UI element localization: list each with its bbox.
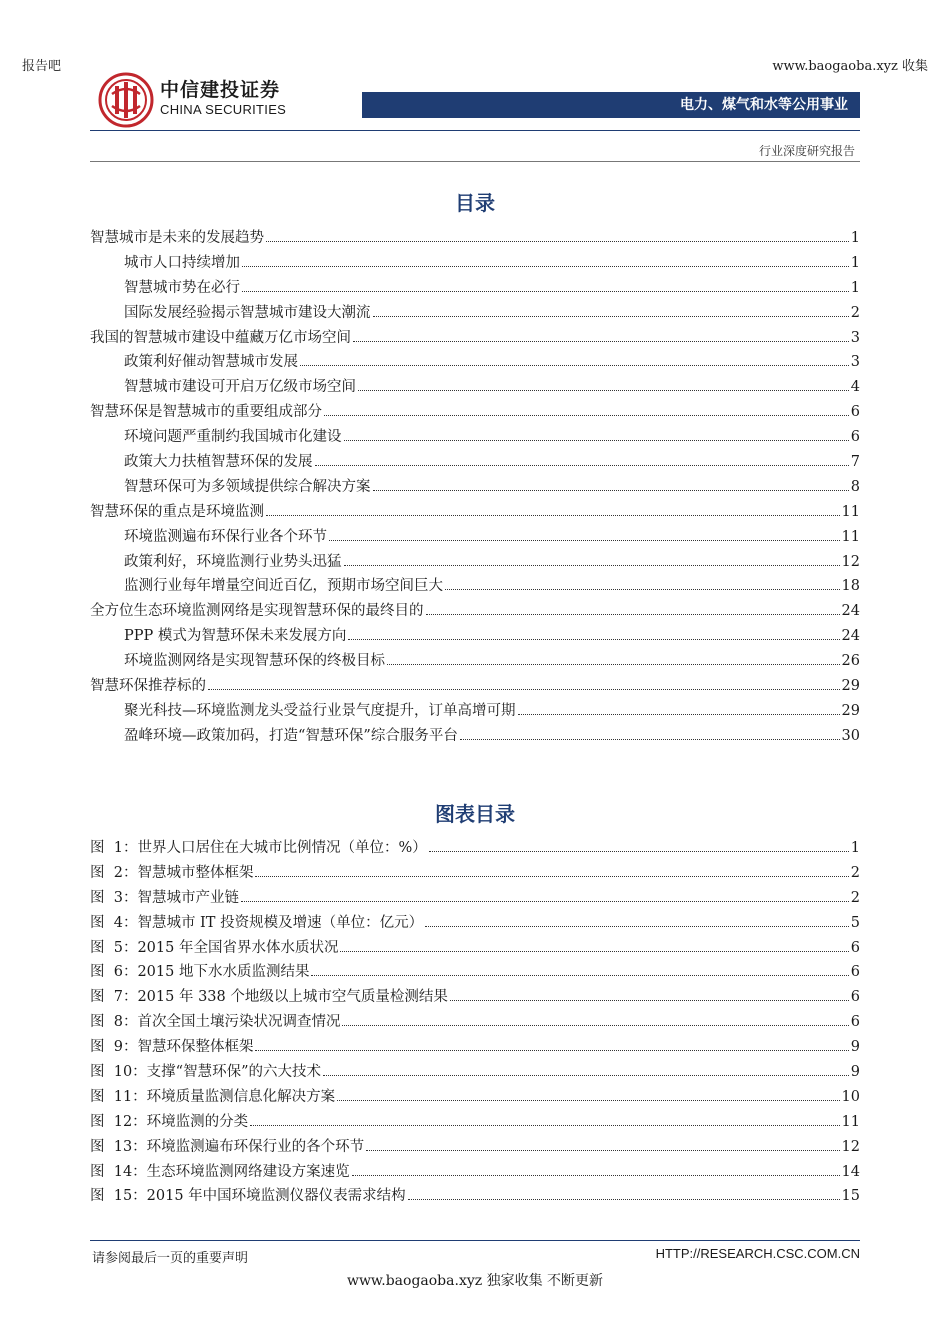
toc-entry-text: 智慧环保可为多领域提供综合解决方案 bbox=[124, 478, 371, 495]
toc-entry[interactable] bbox=[90, 599, 860, 624]
toc-entry-page: 7 bbox=[850, 454, 860, 471]
figure-number: 图 15： bbox=[90, 1188, 147, 1205]
leader-dots bbox=[266, 241, 849, 242]
figure-entry[interactable] bbox=[90, 911, 860, 936]
toc-entry-text: 智慧城市建设可开启万亿级市场空间 bbox=[124, 379, 356, 396]
toc-list bbox=[90, 226, 860, 749]
leader-dots bbox=[450, 1000, 849, 1001]
leader-dots bbox=[311, 975, 848, 976]
leader-dots bbox=[352, 1175, 840, 1176]
disclaimer-note: 请参阅最后一页的重要声明 bbox=[92, 1251, 249, 1266]
figure-entry-page: 15 bbox=[841, 1188, 860, 1205]
leader-dots bbox=[408, 1199, 840, 1200]
leader-dots bbox=[340, 951, 848, 952]
toc-entry-text: 我国的智慧城市建设中蕴藏万亿市场空间 bbox=[90, 329, 351, 346]
figure-entry-text: 环境监测的分类 bbox=[146, 1113, 249, 1130]
figure-entry[interactable] bbox=[90, 1110, 860, 1135]
figure-number: 图 10： bbox=[90, 1064, 147, 1081]
toc-entry-page: 12 bbox=[841, 553, 860, 570]
toc-entry[interactable] bbox=[90, 226, 860, 251]
leader-dots bbox=[445, 589, 840, 590]
figure-number: 图 6： bbox=[90, 964, 138, 981]
figure-entry-text: 环境质量监测信息化解决方案 bbox=[146, 1088, 336, 1105]
toc-entry-text: 智慧城市势在必行 bbox=[124, 279, 240, 296]
leader-dots bbox=[250, 1125, 839, 1126]
leader-dots bbox=[348, 639, 839, 640]
figure-entry-text: 2015 年全国省界水体水质状况 bbox=[137, 939, 339, 956]
toc-entry-page: 1 bbox=[850, 279, 860, 296]
toc-entry-page: 18 bbox=[841, 578, 860, 595]
figure-entry-page: 2 bbox=[850, 864, 860, 881]
toc-entry-text: 盈峰环境—政策加码，打造“智慧环保”综合服务平台 bbox=[124, 727, 458, 744]
figure-number: 图 7： bbox=[90, 989, 138, 1006]
figure-entry-text: 首次全国土壤污染状况调查情况 bbox=[137, 1014, 341, 1031]
leader-dots bbox=[329, 540, 840, 541]
toc-entry-page: 29 bbox=[841, 702, 860, 719]
figure-entry-page: 5 bbox=[850, 914, 860, 931]
figure-entry[interactable] bbox=[90, 936, 860, 961]
figure-number: 图 5： bbox=[90, 939, 138, 956]
bottom-note: www.baogaoba.xyz 独家收集 不断更新 bbox=[346, 1273, 604, 1289]
leader-dots bbox=[242, 266, 849, 267]
figure-entry[interactable] bbox=[90, 1060, 860, 1085]
toc-entry-text: 智慧城市是未来的发展趋势 bbox=[90, 230, 264, 246]
leader-dots bbox=[353, 341, 849, 342]
toc-entry-page: 29 bbox=[841, 678, 860, 695]
toc-entry-page: 24 bbox=[841, 603, 860, 620]
leader-dots bbox=[373, 316, 849, 317]
figure-number: 图 12： bbox=[90, 1113, 147, 1130]
figures-title: 图表目录 bbox=[435, 802, 515, 826]
header-divider bbox=[90, 130, 860, 131]
toc-entry-text: PPP 模式为智慧环保未来发展方向 bbox=[124, 628, 347, 645]
toc-entry-page: 30 bbox=[841, 727, 860, 744]
figure-number: 图 2： bbox=[90, 864, 138, 881]
leader-dots bbox=[425, 926, 849, 927]
toc-entry-page: 11 bbox=[841, 528, 860, 545]
leader-dots bbox=[373, 490, 849, 491]
toc-entry-page: 4 bbox=[850, 379, 860, 396]
toc-entry-page: 11 bbox=[841, 503, 860, 520]
toc-entry-text: 聚光科技—环境监测龙头受益行业景气度提升，订单高增可期 bbox=[124, 702, 516, 719]
figure-entry-text: 智慧城市整体框架 bbox=[137, 864, 254, 881]
figure-number: 图 4： bbox=[90, 914, 138, 931]
toc-entry-text: 政策利好催动智慧城市发展 bbox=[124, 354, 298, 371]
toc-entry[interactable] bbox=[90, 674, 860, 699]
toc-entry[interactable] bbox=[90, 425, 860, 450]
figure-entry-text: 2015 年 338 个地级以上城市空气质量检测结果 bbox=[137, 989, 448, 1006]
figure-entry-page: 14 bbox=[841, 1163, 860, 1180]
figure-entry-text: 世界人口居住在大城市比例情况（单位：%） bbox=[137, 840, 427, 856]
toc-entry-page: 1 bbox=[850, 254, 860, 271]
figure-entry-page: 1 bbox=[850, 840, 860, 856]
figure-entry[interactable] bbox=[90, 1010, 860, 1035]
toc-entry-text: 智慧环保的重点是环境监测 bbox=[90, 503, 264, 520]
site-url[interactable]: www.baogaoba.xyz 收集 bbox=[772, 59, 928, 74]
toc-entry[interactable] bbox=[90, 550, 860, 575]
toc-entry-page: 3 bbox=[850, 329, 860, 346]
site-name: 报告吧 bbox=[22, 59, 62, 74]
brand-name-en: CHINA SECURITIES bbox=[160, 102, 287, 117]
figure-entry-text: 智慧环保整体框架 bbox=[137, 1039, 254, 1056]
leader-dots bbox=[255, 876, 848, 877]
figure-number: 图 3： bbox=[90, 889, 138, 906]
leader-dots bbox=[241, 901, 849, 902]
figure-list bbox=[90, 836, 860, 1209]
toc-entry[interactable] bbox=[90, 276, 860, 301]
china-securities-logo-icon bbox=[98, 72, 154, 128]
figure-entry-page: 9 bbox=[850, 1039, 860, 1056]
figure-entry[interactable] bbox=[90, 836, 860, 861]
figure-number: 图 11： bbox=[90, 1088, 147, 1105]
leader-dots bbox=[344, 440, 849, 441]
toc-title: 目录 bbox=[455, 191, 495, 215]
figure-entry[interactable] bbox=[90, 1160, 860, 1185]
toc-entry-page: 6 bbox=[850, 404, 860, 421]
leader-dots bbox=[266, 515, 840, 516]
figure-entry-page: 6 bbox=[850, 1014, 860, 1031]
leader-dots bbox=[324, 415, 849, 416]
toc-entry[interactable] bbox=[90, 699, 860, 724]
figure-entry-page: 11 bbox=[841, 1113, 860, 1130]
figure-entry[interactable] bbox=[90, 960, 860, 985]
leader-dots bbox=[518, 714, 840, 715]
toc-entry[interactable] bbox=[90, 500, 860, 525]
toc-entry-page: 1 bbox=[850, 230, 860, 246]
figure-entry-text: 智慧城市产业链 bbox=[137, 889, 239, 906]
figure-entry-page: 6 bbox=[850, 964, 860, 981]
figure-number: 图 13： bbox=[90, 1138, 147, 1155]
leader-dots bbox=[460, 739, 840, 740]
toc-entry-page: 24 bbox=[841, 628, 860, 645]
toc-entry-page: 3 bbox=[850, 354, 860, 371]
toc-entry[interactable] bbox=[90, 450, 860, 475]
toc-entry-text: 环境问题严重制约我国城市化建设 bbox=[124, 429, 342, 446]
toc-entry[interactable] bbox=[90, 251, 860, 276]
toc-entry-page: 8 bbox=[850, 478, 860, 495]
toc-entry[interactable] bbox=[90, 375, 860, 400]
leader-dots bbox=[342, 1025, 848, 1026]
footer-divider bbox=[90, 1240, 860, 1241]
toc-entry[interactable] bbox=[90, 326, 860, 351]
leader-dots bbox=[315, 465, 849, 466]
brand-name-cn: 中信建投证券 bbox=[160, 79, 281, 101]
toc-entry-text: 全方位生态环境监测网络是实现智慧环保的最终目的 bbox=[90, 603, 424, 620]
figure-number: 图 8： bbox=[90, 1014, 138, 1031]
figure-entry-page: 6 bbox=[850, 939, 860, 956]
figure-entry-page: 9 bbox=[850, 1064, 860, 1081]
figure-entry-text: 2015 年中国环境监测仪器仪表需求结构 bbox=[146, 1188, 406, 1205]
leader-dots bbox=[323, 1075, 849, 1076]
header-divider-secondary bbox=[90, 161, 860, 162]
figure-entry-page: 12 bbox=[841, 1138, 860, 1155]
research-url-link[interactable]: HTTP://RESEARCH.CSC.COM.CN bbox=[655, 1246, 860, 1261]
figure-entry-text: 支撑“智慧环保”的六大技术 bbox=[146, 1064, 321, 1081]
figure-entry-page: 2 bbox=[850, 889, 860, 906]
toc-entry-text: 环境监测网络是实现智慧环保的终极目标 bbox=[124, 653, 385, 670]
figure-entry[interactable] bbox=[90, 861, 860, 886]
leader-dots bbox=[344, 565, 840, 566]
toc-entry-page: 26 bbox=[841, 653, 860, 670]
toc-entry-text: 监测行业每年增量空间近百亿，预期市场空间巨大 bbox=[124, 578, 443, 595]
toc-entry-text: 环境监测遍布环保行业各个环节 bbox=[124, 528, 327, 545]
figure-number: 图 9： bbox=[90, 1039, 138, 1056]
toc-entry[interactable] bbox=[90, 350, 860, 375]
figure-entry[interactable] bbox=[90, 1135, 860, 1160]
toc-entry-page: 6 bbox=[850, 429, 860, 446]
leader-dots bbox=[426, 614, 840, 615]
figure-entry-text: 智慧城市 IT 投资规模及增速（单位：亿元） bbox=[137, 914, 424, 931]
figure-entry[interactable] bbox=[90, 886, 860, 911]
leader-dots bbox=[300, 365, 849, 366]
figure-entry[interactable] bbox=[90, 1085, 860, 1110]
report-type: 行业深度研究报告 bbox=[758, 144, 855, 158]
sector-banner: 电力、煤气和水等公用事业 bbox=[362, 92, 860, 118]
leader-dots bbox=[242, 291, 849, 292]
leader-dots bbox=[358, 390, 849, 391]
toc-entry-text: 智慧环保推荐标的 bbox=[90, 678, 206, 695]
figure-entry[interactable] bbox=[90, 1035, 860, 1060]
leader-dots bbox=[208, 689, 840, 690]
leader-dots bbox=[337, 1100, 839, 1101]
leader-dots bbox=[255, 1050, 848, 1051]
figure-number: 图 14： bbox=[90, 1163, 147, 1180]
toc-entry[interactable] bbox=[90, 649, 860, 674]
toc-entry[interactable] bbox=[90, 724, 860, 749]
figure-entry-page: 6 bbox=[850, 989, 860, 1006]
toc-entry[interactable] bbox=[90, 525, 860, 550]
figure-entry-text: 生态环境监测网络建设方案速览 bbox=[146, 1163, 350, 1180]
toc-entry[interactable] bbox=[90, 400, 860, 425]
leader-dots bbox=[387, 664, 840, 665]
toc-entry-page: 2 bbox=[850, 304, 860, 321]
toc-entry-text: 智慧环保是智慧城市的重要组成部分 bbox=[90, 404, 322, 421]
figure-entry[interactable] bbox=[90, 1184, 860, 1209]
toc-entry-text: 政策大力扶植智慧环保的发展 bbox=[124, 454, 313, 471]
figure-entry-page: 10 bbox=[841, 1088, 860, 1105]
toc-entry[interactable] bbox=[90, 301, 860, 326]
toc-entry[interactable] bbox=[90, 624, 860, 649]
toc-entry[interactable] bbox=[90, 574, 860, 599]
figure-entry-text: 2015 地下水水质监测结果 bbox=[137, 964, 310, 981]
leader-dots bbox=[429, 851, 849, 852]
toc-entry[interactable] bbox=[90, 475, 860, 500]
toc-entry-text: 城市人口持续增加 bbox=[124, 254, 240, 271]
toc-entry-text: 政策利好，环境监测行业势头迅猛 bbox=[124, 553, 342, 570]
figure-number: 图 1： bbox=[90, 840, 138, 856]
toc-entry-text: 国际发展经验揭示智慧城市建设大潮流 bbox=[124, 304, 371, 321]
figure-entry-text: 环境监测遍布环保行业的各个环节 bbox=[146, 1138, 365, 1155]
leader-dots bbox=[366, 1150, 839, 1151]
figure-entry[interactable] bbox=[90, 985, 860, 1010]
